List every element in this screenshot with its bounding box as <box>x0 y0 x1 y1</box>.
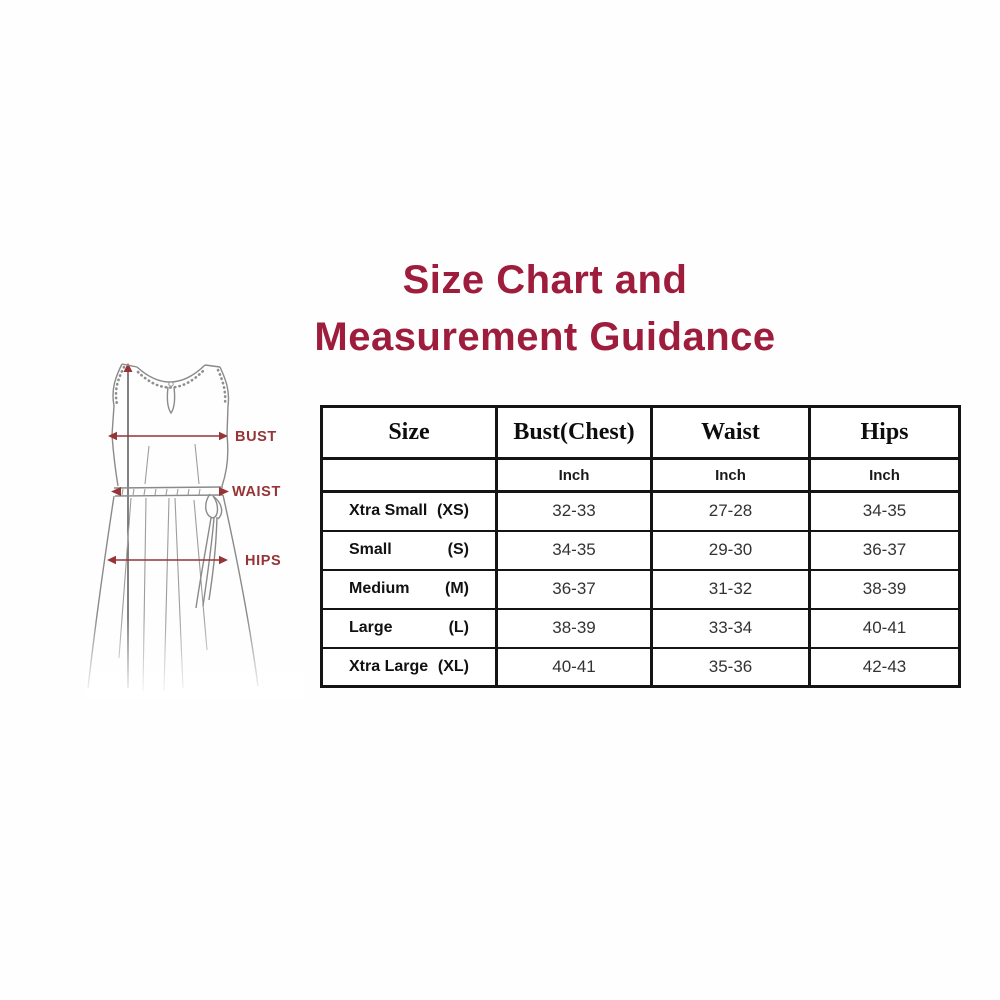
hips-value: 42-43 <box>810 648 960 687</box>
bust-value: 40-41 <box>497 648 652 687</box>
size-name: Large <box>349 619 393 636</box>
size-name: Small <box>349 541 392 558</box>
waist-value: 35-36 <box>652 648 810 687</box>
dress-sketch <box>85 358 305 700</box>
size-abbr: (XL) <box>437 657 469 675</box>
size-cell <box>322 570 497 609</box>
size-cell <box>322 609 497 648</box>
waist-value: 33-34 <box>652 609 810 648</box>
bust-value: 36-37 <box>497 570 652 609</box>
table-row-m <box>322 570 960 609</box>
size-cell <box>322 492 497 531</box>
size-table <box>320 405 961 688</box>
size-abbr: (S) <box>447 541 469 558</box>
waist-arrow-right-icon <box>219 487 229 496</box>
waist-value: 27-28 <box>652 492 810 531</box>
neckline <box>137 365 205 382</box>
left-side-seam <box>112 364 122 486</box>
col-header-hips: Hips <box>810 407 960 459</box>
hips-arrow-right-icon <box>219 556 228 564</box>
page-title <box>90 252 1000 366</box>
hips-value: 40-41 <box>810 609 960 648</box>
waistband-hatching <box>122 489 200 495</box>
bust-value: 38-39 <box>497 609 652 648</box>
table-row-l <box>322 609 960 648</box>
unit-row <box>322 459 960 492</box>
col-header-waist: Waist <box>652 407 810 459</box>
size-cell <box>322 648 497 687</box>
dress-measurement-diagram <box>85 358 305 700</box>
bust-value: 34-35 <box>497 531 652 570</box>
bust-label: BUST <box>235 429 277 445</box>
unit-cell-hips: Inch <box>810 459 960 492</box>
waist-value: 29-30 <box>652 531 810 570</box>
col-header-size: Size <box>322 407 497 459</box>
waist-label: WAIST <box>232 484 281 500</box>
table-header-row <box>322 407 960 459</box>
col-header-bust: Bust(Chest) <box>497 407 652 459</box>
table-row-xs <box>322 492 960 531</box>
hips-label: HIPS <box>245 553 282 569</box>
page-title-line1: Size Chart and <box>402 258 688 302</box>
left-dart <box>145 446 149 484</box>
unit-cell-waist: Inch <box>652 459 810 492</box>
waist-bow <box>196 494 222 608</box>
unit-cell-size <box>322 459 497 492</box>
waistband-top <box>114 487 223 488</box>
size-abbr: (XS) <box>437 502 469 520</box>
right-side-seam <box>220 367 229 486</box>
keyhole-slit <box>167 387 174 413</box>
size-table-container <box>320 405 961 688</box>
sketch-fade-overlay <box>85 616 305 700</box>
size-name: Xtra Small <box>349 502 428 520</box>
left-armhole-trim <box>116 367 124 404</box>
waist-value: 31-32 <box>652 570 810 609</box>
size-name: Medium <box>349 580 410 597</box>
size-abbr: (L) <box>448 619 469 636</box>
neckline-bead-trim <box>138 370 204 388</box>
right-dart <box>195 444 199 484</box>
hips-value: 36-37 <box>810 531 960 570</box>
right-shoulder <box>205 365 220 367</box>
unit-cell-bust: Inch <box>497 459 652 492</box>
size-name: Xtra Large <box>349 657 429 675</box>
hips-value: 38-39 <box>810 570 960 609</box>
table-row-s <box>322 531 960 570</box>
hips-arrow-left-icon <box>107 556 116 564</box>
size-abbr: (M) <box>445 580 469 597</box>
waistband-bottom <box>115 495 223 496</box>
bust-value: 32-33 <box>497 492 652 531</box>
table-row-xl <box>322 648 960 687</box>
size-cell <box>322 531 497 570</box>
hips-value: 34-35 <box>810 492 960 531</box>
page-title-line2: Measurement Guidance <box>314 315 776 359</box>
